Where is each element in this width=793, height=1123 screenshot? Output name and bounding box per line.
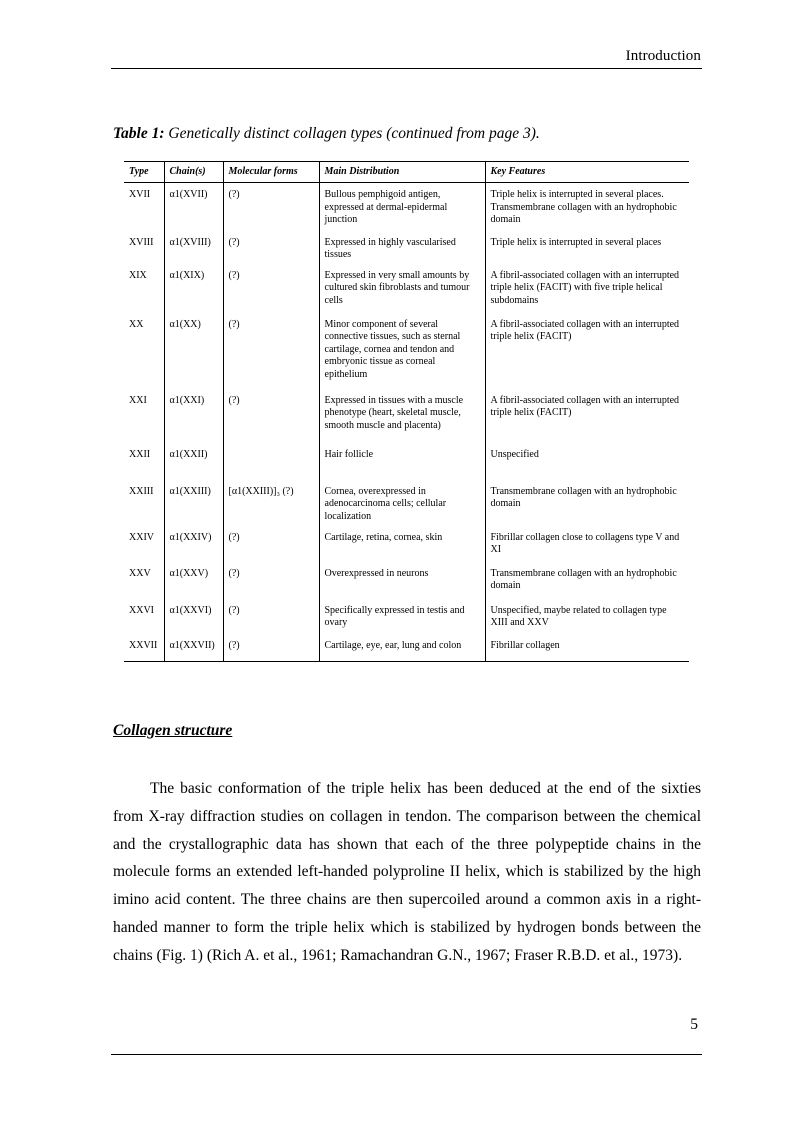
cell-distribution: Cornea, overexpressed in adenocarcinoma cells; cellular localization [319, 480, 485, 529]
cell-chain: α1(XXVI) [164, 601, 223, 638]
cell-type: XXII [129, 448, 151, 460]
table-row [124, 601, 689, 638]
cell-forms: (?) [223, 638, 319, 662]
cell-features: Triple helix is interrupted in several places [485, 230, 689, 264]
cell-type: XXIII [129, 485, 154, 497]
table-row [124, 638, 689, 662]
running-header: Introduction [625, 48, 701, 64]
cell-chain: α1(XXII) [164, 443, 223, 480]
table-row [124, 389, 689, 443]
table-row [124, 480, 689, 529]
cell-distribution: Cartilage, eye, ear, lung and colon [319, 638, 485, 662]
cell-chain: α1(XXV) [164, 564, 223, 601]
cell-distribution: Expressed in highly vascularised tissues [319, 230, 485, 264]
cell-distribution: Expressed in tissues with a muscle phenotype (heart, skeletal muscle, smooth muscle and placenta) [319, 389, 485, 443]
cell-features: Transmembrane collagen with an hydrophobic domain [485, 564, 689, 601]
cell-features: Fibrillar collagen [485, 638, 689, 662]
cell-forms: (?) [223, 264, 319, 313]
cell-features: Unspecified, maybe related to collagen type XIII and XXV [485, 601, 689, 638]
cell-forms [223, 443, 319, 480]
cell-type: XX [129, 318, 144, 330]
cell-features: Transmembrane collagen with an hydrophobic domain [485, 480, 689, 529]
collagen-types-table [124, 161, 689, 662]
cell-forms: (?) [223, 529, 319, 564]
cell-type: XVIII [129, 236, 154, 248]
table-header-row [124, 162, 689, 183]
column-header-type: Type [124, 162, 164, 183]
cell-forms: (?) [223, 601, 319, 638]
table-caption [113, 125, 713, 143]
body-paragraph: The basic conformation of the triple helix has been deduced at the end of the sixties from X-ray diffraction studies on collagen in tendon. The comparison between the chemical and the crystallographic data has shown that each of the three polypeptide chains in the molecule forms an extended left-handed polyproline II helix, which is stabilized by the high imino acid content. The three chains are then supercoiled around a common axis in a right-handed manner to form the triple helix which is stabilized by hydrogen bonds between the chains (Fig. 1) (Rich A. et al., 1961; Ramachandran G.N., 1967; Fraser R.B.D. et al., 1973). [113, 780, 701, 964]
table-row [124, 230, 689, 264]
cell-forms: [α1(XXIII)]₃ (?) [223, 480, 319, 529]
page-number: 5 [690, 1016, 698, 1033]
cell-type: XXI [129, 394, 147, 406]
cell-forms: (?) [223, 564, 319, 601]
section-heading: Collagen structure [113, 722, 233, 739]
table-caption-label: Table 1: [113, 125, 165, 142]
cell-type: XXVI [129, 604, 154, 616]
column-header-main-distribution: Main Distribution [319, 162, 485, 183]
table-row [124, 529, 689, 564]
cell-forms: (?) [223, 230, 319, 264]
cell-features: A fibril-associated collagen with an interrupted triple helix (FACIT) [485, 389, 689, 443]
column-header-chains: Chain(s) [164, 162, 223, 183]
cell-distribution: Specifically expressed in testis and ovary [319, 601, 485, 638]
column-header-molecular-forms: Molecular forms [223, 162, 319, 183]
cell-type: XXIV [129, 531, 154, 543]
cell-distribution: Overexpressed in neurons [319, 564, 485, 601]
footer-rule [111, 1054, 702, 1055]
cell-distribution: Minor component of several connective tissues, such as sternal cartilage, cornea and tendon and embryonic tissue as corneal epithelium [319, 313, 485, 389]
cell-features: Unspecified [485, 443, 689, 480]
cell-forms: (?) [223, 313, 319, 389]
cell-distribution: Expressed in very small amounts by cultured skin fibroblasts and tumour cells [319, 264, 485, 313]
cell-type: XXV [129, 567, 151, 579]
cell-features: Triple helix is interrupted in several places. Transmembrane collagen with an hydrophobic domain [485, 183, 689, 230]
cell-chain: α1(XIX) [164, 264, 223, 313]
cell-type: XIX [129, 269, 147, 281]
header-rule [111, 68, 702, 69]
cell-chain: α1(XX) [164, 313, 223, 389]
cell-type: XVII [129, 189, 151, 200]
cell-distribution: Bullous pemphigoid antigen, expressed at dermal-epidermal junction [319, 183, 485, 230]
cell-chain: α1(XXI) [164, 389, 223, 443]
cell-chain: α1(XXIV) [164, 529, 223, 564]
column-header-key-features: Key Features [485, 162, 689, 183]
table-row [124, 264, 689, 313]
table-row [124, 183, 689, 230]
cell-chain: α1(XVIII) [164, 230, 223, 264]
cell-forms: (?) [223, 183, 319, 230]
cell-features: Fibrillar collagen close to collagens type V and XI [485, 529, 689, 564]
cell-chain: α1(XXVII) [164, 638, 223, 662]
table-row [124, 443, 689, 480]
cell-features: A fibril-associated collagen with an interrupted triple helix (FACIT) with five triple helical subdomains [485, 264, 689, 313]
cell-forms: (?) [223, 389, 319, 443]
cell-distribution: Hair follicle [319, 443, 485, 480]
table-row [124, 564, 689, 601]
cell-chain: α1(XVII) [164, 183, 223, 230]
cell-chain: α1(XXIII) [164, 480, 223, 529]
table-row [124, 313, 689, 389]
table-caption-text: Genetically distinct collagen types (continued from page 3). [164, 125, 540, 142]
cell-features: A fibril-associated collagen with an interrupted triple helix (FACIT) [485, 313, 689, 389]
cell-type: XXVII [124, 638, 164, 662]
cell-distribution: Cartilage, retina, cornea, skin [319, 529, 485, 564]
